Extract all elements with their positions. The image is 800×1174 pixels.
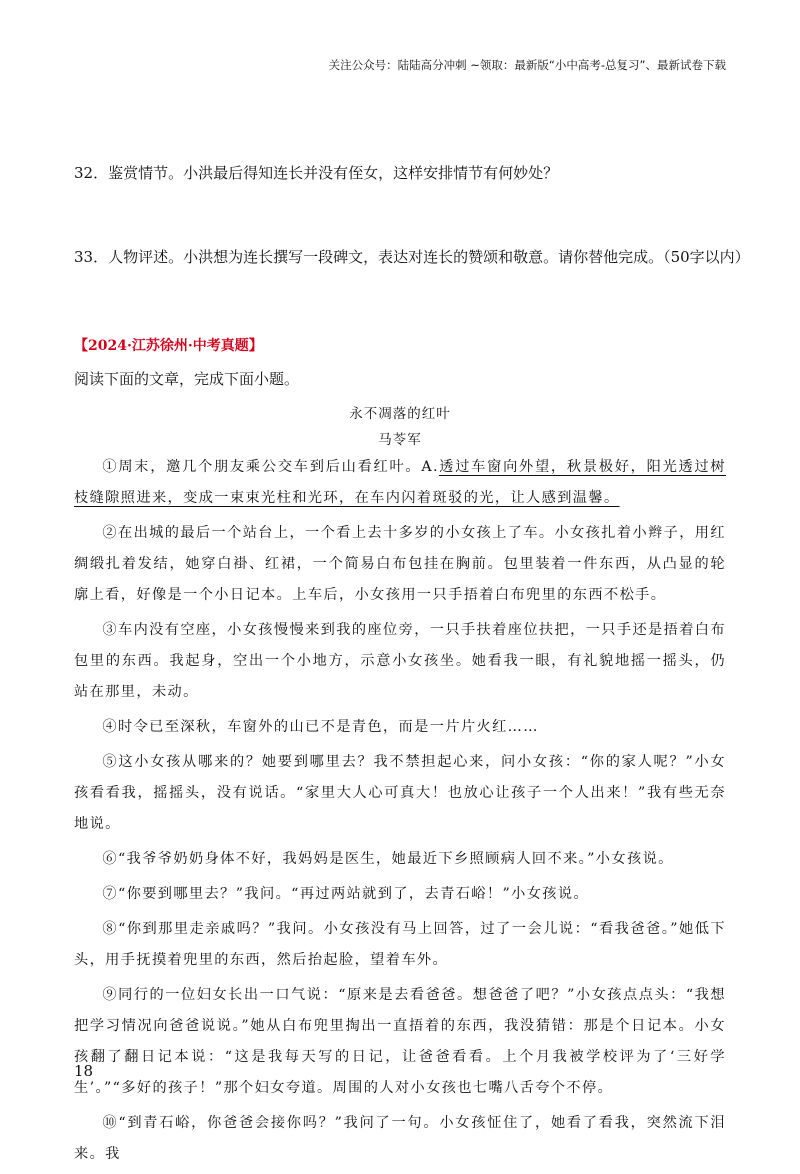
paragraph-5: ⑤这小女孩从哪来的？她要到哪里去？我不禁担起心来，问小女孩：“你的家人呢？”小女孩看看我，摇摇头，没有说话。“家里大人心可真大！也放心让孩子一个人出来！”我有些无奈地说。	[74, 754, 726, 832]
reading-instruction: 阅读下面的文章，完成下面小题。	[74, 370, 300, 388]
paragraph-8: ⑧“你到那里走亲戚吗？”我问。小女孩没有马上回答，过了一会儿说：“看我爸爸。”她低下头，用手抚摸着兜里的东西，然后抬起脸，望着车外。	[74, 921, 726, 968]
paragraph-4: ④时令已至深秋，车窗外的山已不是青色，而是一片片火红……	[102, 719, 539, 735]
underlined-sentence-a: 透过车窗向外望，秋景极好，阳光透过树枝缝隙照进来，变成一束束光柱和光环，在车内闪着斑驳的光，让人感到温馨。	[74, 459, 726, 506]
page-header: 关注公众号：陆陆高分冲刺 ~领取：最新版“小中高考-总复习”、最新试卷下载	[328, 58, 726, 72]
question-32: 32．鉴赏情节。小洪最后得知连长并没有侄女，这样安排情节有何妙处？	[74, 164, 559, 182]
article-author: 马苓军	[378, 432, 422, 448]
page-number: 18	[74, 1062, 94, 1080]
paragraph-1	[74, 452, 726, 514]
paragraph-3: ③车内没有空座，小女孩慢慢来到我的座位旁，一只手扶着座位扶把，一只手还是捂着白布包里的东西。我起身，空出一个小地方，示意小女孩坐。她看我一眼，有礼貌地摇一摇头，仍站在那里，未动。	[74, 622, 726, 700]
question-33: 33．人物评述。小洪想为连长撰写一段碑文，表达对连长的赞颂和敬意。请你替他完成。（50字以内）	[74, 248, 750, 266]
article-title: 永不凋落的红叶	[349, 406, 451, 422]
article-body	[74, 452, 726, 1174]
paragraph-1-lead: ①周末，邀几个朋友乘公交车到后山看红叶。A.	[102, 459, 439, 475]
paragraph-7: ⑦“你要到哪里去？”我问。“再过两站就到了，去青石峪！”小女孩说。	[102, 886, 590, 902]
paragraph-9: ⑨同行的一位妇女长出一口气说：“原来是去看爸爸。想爸爸了吧？”小女孩点点头：“我想把学习情况向爸爸说说。”她从白布兜里掏出一直捂着的东西，我没猜错：那是个日记本。小女孩翻了翻日记本说：“这是我每天写的日记，让爸爸看看。上个月我被学校评为了‘三好学生’。”“多好的孩子！”那个妇女夸道。周围的人对小女孩也七嘴八舌夸个不停。	[74, 987, 726, 1096]
paragraph-6: ⑥“我爷爷奶奶身体不好，我妈妈是医生，她最近下乡照顾病人回不来。”小女孩说。	[102, 851, 674, 867]
paragraph-2: ②在出城的最后一个站台上，一个看上去十多岁的小女孩上了车。小女孩扎着小辫子，用红绸缎扎着发结，她穿白褂、红裙，一个简易白布包挂在胸前。包里装着一件东西，从凸显的轮廓上看，好像是一个小日记本。上车后，小女孩用一只手捂着白布兜里的东西不松手。	[74, 525, 726, 603]
paragraph-10: ⑩“到青石峪，你爸爸会接你吗？”我问了一句。小女孩怔住了，她看了看我，突然流下泪来。我	[74, 1115, 726, 1162]
source-tag: 【2024·江苏徐州·中考真题】	[74, 338, 263, 354]
